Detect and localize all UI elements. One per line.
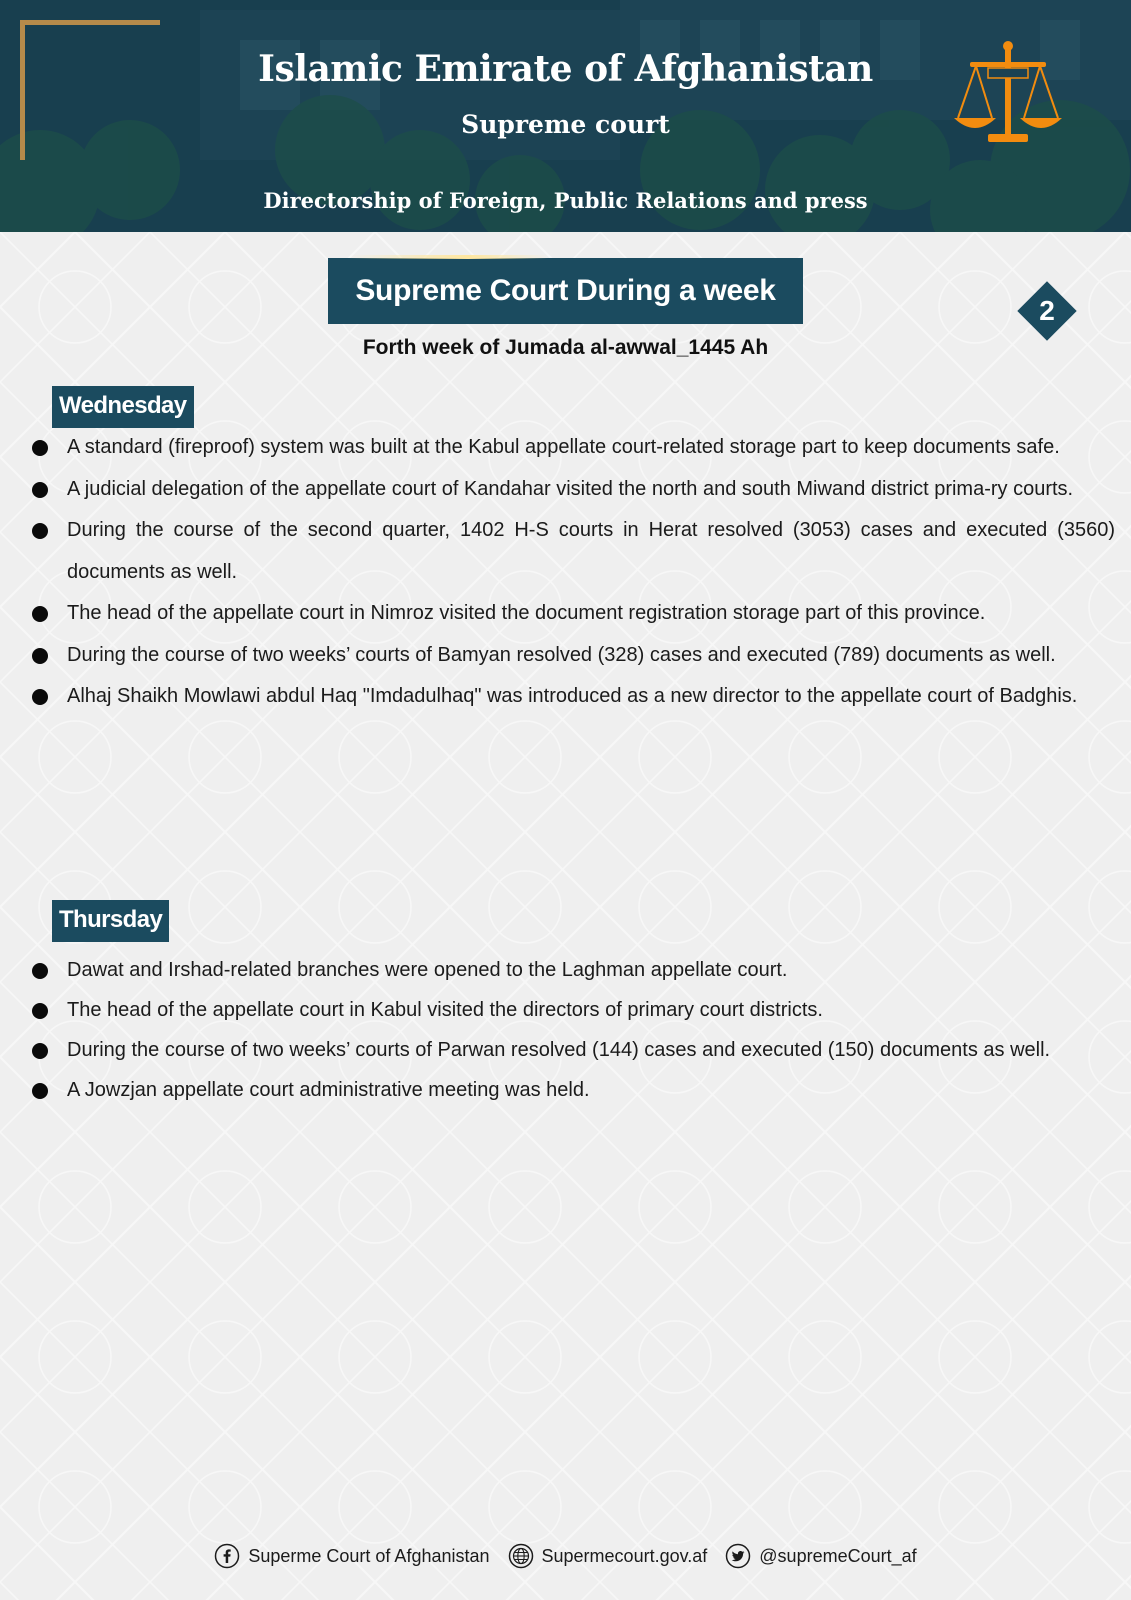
scales-of-justice-icon: [952, 38, 1064, 150]
bullet-icon: [32, 1083, 48, 1099]
page-number-badge: [1018, 282, 1076, 340]
header-directorate: Directorship of Foreign, Public Relations and press: [263, 188, 868, 213]
decorative-corner-frame: [20, 20, 160, 160]
facebook-label: Superme Court of Afghanistan: [248, 1545, 490, 1566]
bullet-icon: [32, 963, 48, 979]
facebook-icon: [214, 1543, 240, 1569]
twitter-icon: [725, 1543, 751, 1569]
list-item: During the course of two weeks’ courts of Bamyan resolved (328) cases and executed (789) documents as well.: [30, 635, 1115, 677]
list-item: Alhaj Shaikh Mowlawi abdul Haq "Imdadulhaq" was introduced as a new director to the appellate court of Badghis.: [30, 676, 1115, 718]
header-banner: [0, 0, 1131, 232]
bullet-icon: [32, 689, 48, 705]
thursday-list: [30, 950, 1115, 1110]
report-title: Supreme Court During a week: [328, 258, 803, 324]
list-item: A Jowzjan appellate court administrative meeting was held.: [30, 1070, 1115, 1110]
day-label-thursday: Thursday: [52, 900, 169, 942]
list-item: During the course of two weeks’ courts of Parwan resolved (144) cases and executed (150) documents as well.: [30, 1030, 1115, 1070]
bullet-icon: [32, 1043, 48, 1059]
facebook-link[interactable]: [214, 1543, 489, 1569]
wednesday-list: [30, 427, 1115, 718]
bullet-icon: [32, 606, 48, 622]
twitter-link[interactable]: [725, 1543, 916, 1569]
website-label: Supermecourt.gov.af: [541, 1545, 708, 1566]
report-subtitle: Forth week of Jumada al-awwal_1445 Ah: [362, 336, 769, 359]
website-link[interactable]: [508, 1543, 708, 1569]
globe-icon: [508, 1543, 534, 1569]
list-item: The head of the appellate court in Nimroz visited the document registration storage part of this province.: [30, 593, 1115, 635]
list-item: The head of the appellate court in Kabul visited the directors of primary court districts.: [30, 990, 1115, 1030]
page-number: 2: [1039, 295, 1055, 326]
header-subtitle: Supreme court: [461, 110, 670, 139]
list-item: A standard (fireproof) system was built at the Kabul appellate court-related storage part to keep documents safe.: [30, 427, 1115, 469]
list-item: Dawat and Irshad-related branches were opened to the Laghman appellate court.: [30, 950, 1115, 990]
footer-social-links: [0, 1540, 1131, 1572]
list-item: A judicial delegation of the appellate court of Kandahar visited the north and south Miwand district prima-ry courts.: [30, 469, 1115, 511]
bullet-icon: [32, 482, 48, 498]
bullet-icon: [32, 1003, 48, 1019]
day-label-wednesday: Wednesday: [52, 386, 194, 428]
bullet-icon: [32, 440, 48, 456]
bullet-icon: [32, 523, 48, 539]
header-title: Islamic Emirate of Afghanistan: [258, 48, 873, 90]
list-item: During the course of the second quarter, 1402 H-S courts in Herat resolved (3053) cases and executed (3560) documents as well.: [30, 510, 1115, 593]
twitter-label: @supremeCourt_af: [759, 1545, 917, 1566]
bullet-icon: [32, 648, 48, 664]
